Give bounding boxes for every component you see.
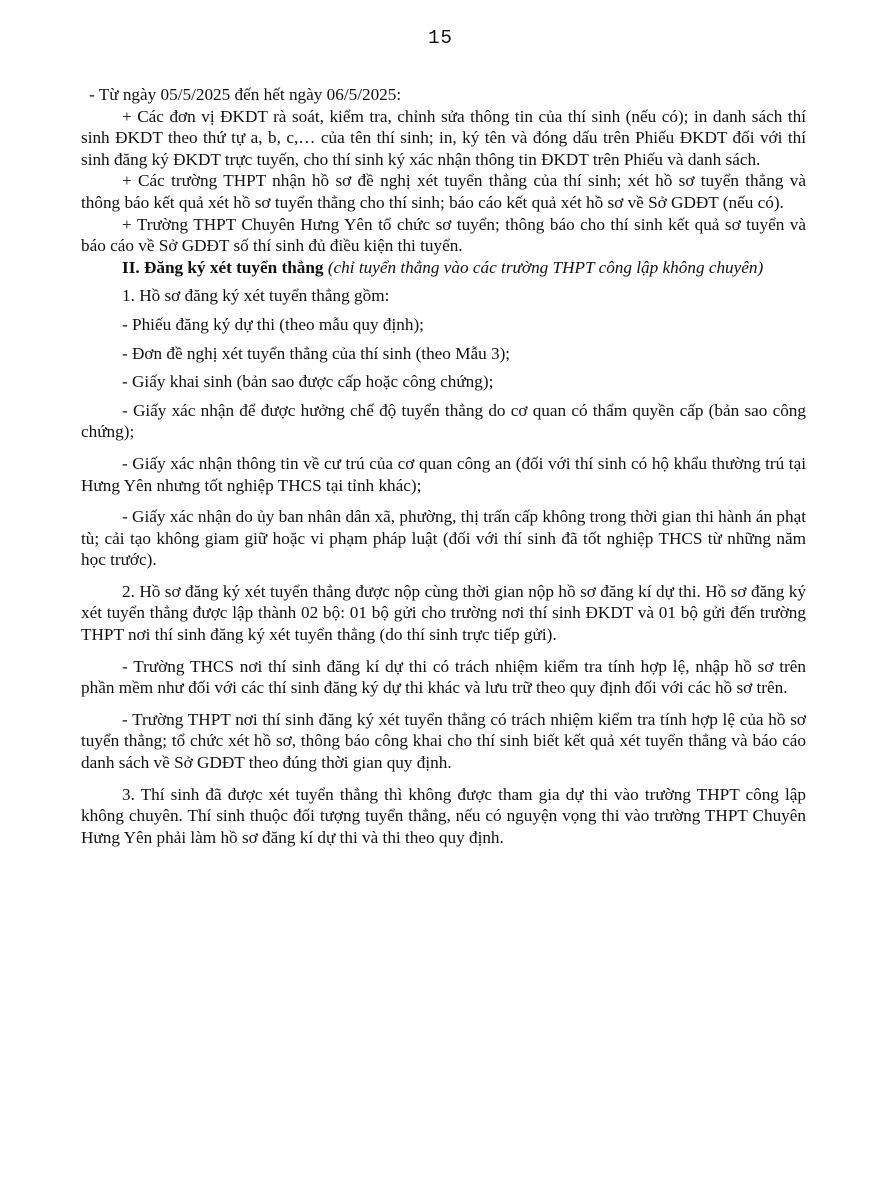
- list-item-registration-form: - Phiếu đăng ký dự thi (theo mẫu quy định);: [122, 314, 424, 334]
- paragraph-admitted-students-rule: 3. Thí sinh đã được xét tuyển thẳng thì không được tham gia dự thi vào trường THPT công lập không chuyên. Thí sinh thuộc đối tượng tuyển thẳng, nếu có nguyện vọng thi vào trường THPT Chuyên Hưng Yên phải làm hồ sơ đăng kí dự thi và thi theo quy định.: [81, 784, 806, 847]
- list-item-legal-confirmation: - Giấy xác nhận do ủy ban nhân dân xã, phường, thị trấn cấp không trong thời gian thi hành án phạt tù; cải tạo không giam giữ hoặc vi phạm pháp luật (đối với thí sinh đã tốt nghiệp THCS từ những năm học trước).: [81, 507, 806, 570]
- paragraph-dossier-submission: 2. Hồ sơ đăng ký xét tuyển thẳng được nộp cùng thời gian nộp hồ sơ đăng kí dự thi. Hồ sơ đăng ký xét tuyển thẳng được lập thành 02 bộ: 01 bộ gửi cho trường nơi thí sinh ĐKDT và 01 bộ gửi đến trường THPT nơi thí sinh đăng ký xét tuyển thẳng (do thí sinh trực tiếp gửi).: [81, 581, 806, 645]
- document-body: [81, 84, 806, 848]
- list-item-eligibility-certificate: - Giấy xác nhận để được hưởng chế độ tuyển thẳng do cơ quan có thẩm quyền cấp (bản sao công chứng);: [81, 400, 806, 442]
- page-number: 15: [428, 27, 453, 49]
- paragraph-thcs-responsibility: - Trường THCS nơi thí sinh đăng kí dự thi có trách nhiệm kiểm tra tính hợp lệ, nhập hồ sơ trên phần mềm như đối với các thí sinh đăng ký dự thi khác và lưu trữ theo quy định đối với các hồ sơ trên.: [81, 656, 806, 698]
- section-heading-title: II. Đăng ký xét tuyển thẳng: [122, 257, 324, 277]
- paragraph-thpt-direct-admission-review: + Các trường THPT nhận hồ sơ đề nghị xét tuyển thẳng của thí sinh; xét hồ sơ tuyển thẳng và thông báo kết quả xét hồ sơ tuyển thẳng cho thí sinh; báo cáo kết quả xét hồ sơ về Sở GDĐT (nếu có).: [81, 171, 806, 212]
- paragraph-date-range: - Từ ngày 05/5/2025 đến hết ngày 06/5/2025:: [89, 85, 402, 104]
- paragraph-thpt-responsibility: - Trường THPT nơi thí sinh đăng ký xét tuyển thẳng có trách nhiệm kiểm tra tính hợp lệ của hồ sơ tuyển thẳng; tổ chức xét hồ sơ, thông báo công khai cho thí sinh biết kết quả xét tuyển thẳng và báo cáo danh sách về Sở GDĐT theo đúng thời gian quy định.: [81, 709, 806, 773]
- paragraph-dossier-list-intro: 1. Hồ sơ đăng ký xét tuyển thẳng gồm:: [122, 286, 390, 306]
- list-item-residence-confirmation: - Giấy xác nhận thông tin về cư trú của cơ quan công an (đối với thí sinh có hộ khẩu thường trú tại Hưng Yên nhưng tốt nghiệp THCS tại tỉnh khác);: [81, 453, 806, 495]
- section-heading-note: (chỉ tuyển thẳng vào các trường THPT công lập không chuyên): [327, 257, 764, 277]
- paragraph-specialized-school-screening: + Trường THPT Chuyên Hưng Yên tổ chức sơ tuyển; thông báo cho thí sinh kết quả sơ tuyển và báo cáo về Sở GDĐT số thí sinh đủ điều kiện thi tuyển.: [81, 214, 806, 256]
- list-item-birth-certificate: - Giấy khai sinh (bản sao được cấp hoặc công chứng);: [122, 372, 494, 392]
- paragraph-registration-review: + Các đơn vị ĐKDT rà soát, kiểm tra, chỉnh sửa thông tin của thí sinh (nếu có); in danh sách thí sinh ĐKDT theo thứ tự a, b, c,… của tên thí sinh; in, ký tên và đóng dấu trên Phiếu ĐKDT đối với thí sinh đăng ký ĐKDT trực tuyến, cho thí sinh ký xác nhận thông tin ĐKDT trên Phiếu và danh sách.: [81, 106, 806, 169]
- list-item-application-letter: - Đơn đề nghị xét tuyển thẳng của thí sinh (theo Mẫu 3);: [122, 343, 511, 363]
- section-heading-direct-admission: [81, 257, 806, 279]
